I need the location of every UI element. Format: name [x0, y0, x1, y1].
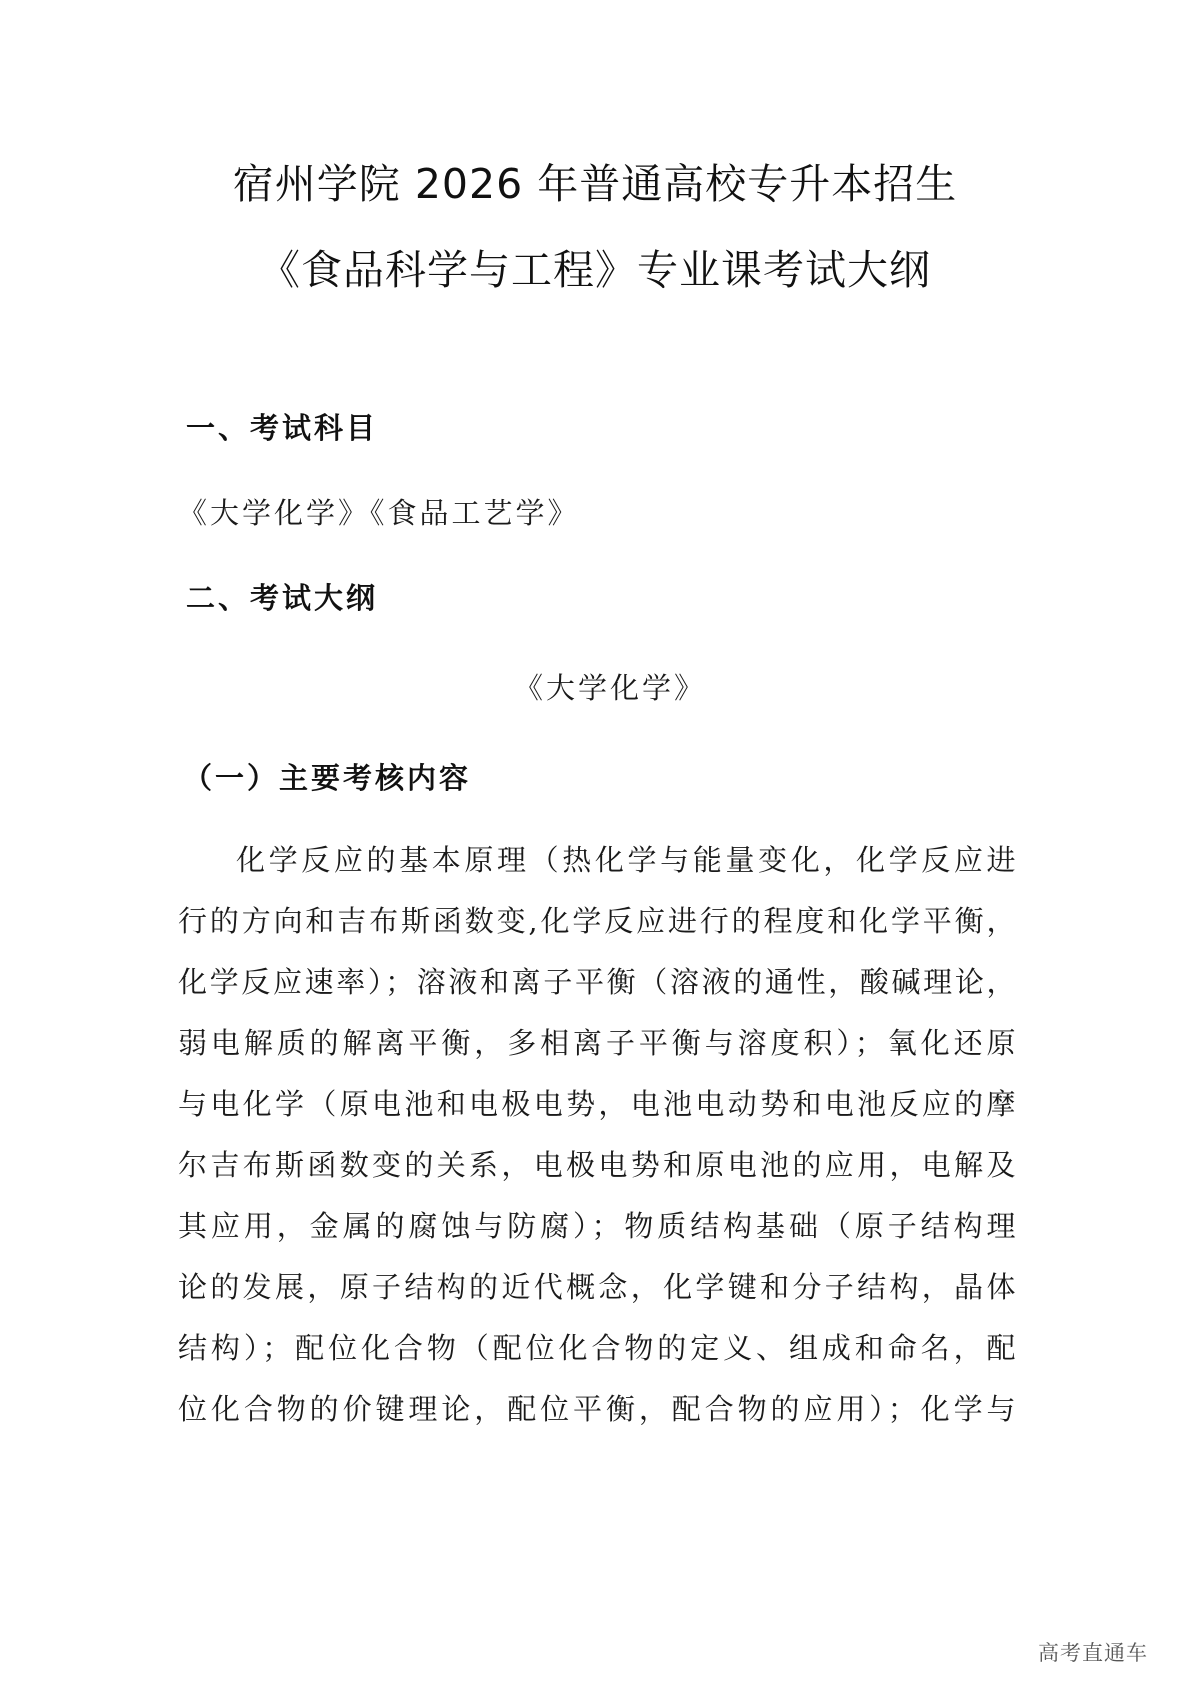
- main-content-paragraph: [178, 842, 1018, 1452]
- paragraph-line: 论的发展，原子结构的近代概念，化学键和分子结构，晶体: [178, 1270, 1018, 1304]
- section-heading-exam-subjects: 一、考试科目: [186, 411, 379, 445]
- watermark: 高考直通车: [1038, 1641, 1148, 1665]
- exam-subjects-text: 《大学化学》《食品工艺学》: [178, 496, 580, 530]
- paragraph-line: 与电化学（原电池和电极电势，电池电动势和电池反应的摩: [178, 1087, 1018, 1121]
- paragraph-line: 尔吉布斯函数变的关系，电极电势和原电池的应用，电解及: [178, 1148, 1018, 1182]
- subsection-heading-main-content: （一）主要考核内容: [183, 761, 472, 795]
- paragraph-line: 位化合物的价键理论，配位平衡，配合物的应用）；化学与: [178, 1392, 1018, 1426]
- paragraph-line: 其应用，金属的腐蚀与防腐）；物质结构基础（原子结构理: [178, 1209, 1018, 1243]
- paragraph-line: 化学反应的基本原理（热化学与能量变化，化学反应进: [236, 843, 1018, 877]
- paragraph-line: 行的方向和吉布斯函数变,化学反应进行的程度和化学平衡，: [178, 904, 1018, 938]
- document-title-line1: 宿州学院 2026 年普通高校专升本招生: [232, 160, 958, 208]
- course-title: 《大学化学》: [513, 671, 706, 705]
- document-title-line2: 《食品科学与工程》专业课考试大纲: [259, 246, 931, 294]
- section-heading-exam-outline: 二、考试大纲: [186, 581, 379, 615]
- paragraph-line: 弱电解质的解离平衡，多相离子平衡与溶度积）；氧化还原: [178, 1026, 1018, 1060]
- paragraph-line: 结构）；配位化合物（配位化合物的定义、组成和命名，配: [178, 1331, 1018, 1365]
- paragraph-line: 化学反应速率）；溶液和离子平衡（溶液的通性，酸碱理论，: [178, 965, 1018, 999]
